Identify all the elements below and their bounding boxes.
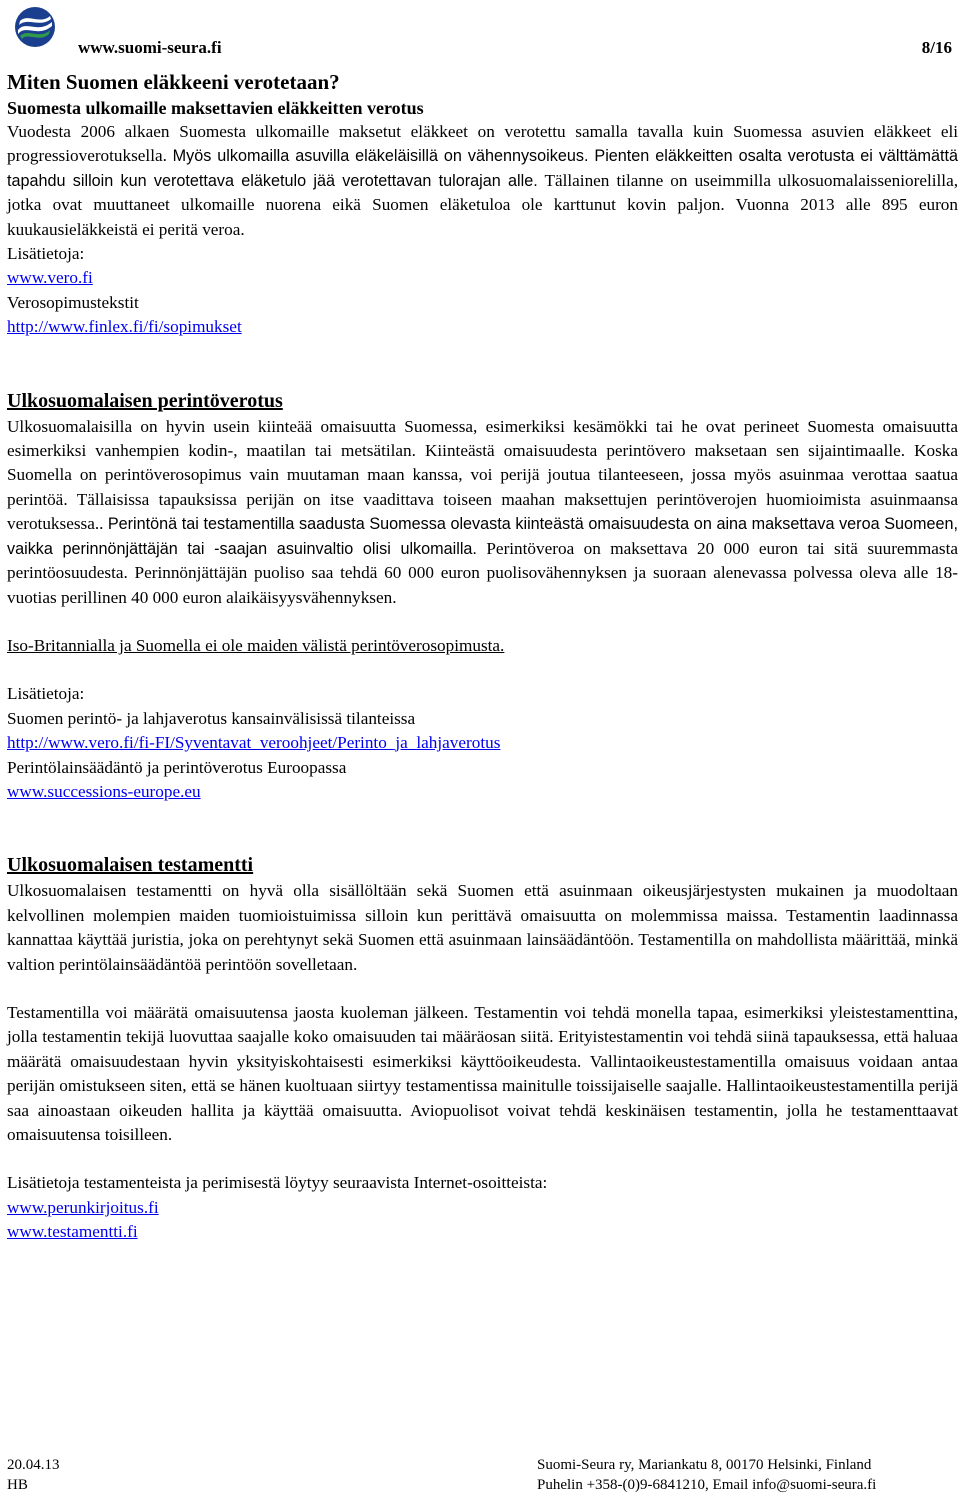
section-heading-pension-tax: Suomesta ulkomaille maksettavien eläkkeitten verotus (7, 98, 424, 118)
footer-date: 20.04.13 (7, 1457, 60, 1473)
pension-tax-text-c: Tällainen tilanne on useimmilla ulkosuomalaisseniorelilla, jotka ovat muuttaneet ulkomaille nuorena eikä Suomen eläketuloa ole karttunut kovin paljon. Vuonna 2013 alle 895 euron kuukausieläkkeistä ei peritä veroa. (7, 170, 958, 239)
link-vero[interactable]: www.vero.fi (7, 268, 93, 288)
link-vero-inheritance[interactable]: http://www.vero.fi/fi-FI/Syventavat_veroohjeet/Perinto_ja_lahjaverotus (7, 733, 501, 753)
link-perunkirjoitus[interactable]: www.perunkirjoitus.fi (7, 1197, 159, 1217)
inheritance-tax-paragraph (7, 415, 958, 610)
footer-contact: Puhelin +358-(0)9-6841210, Email info@suomi-seura.fi (537, 1477, 877, 1493)
will-links-intro: Lisätietoja testamenteista ja perimisestä löytyy seuraavista Internet-osoitteista: (7, 1173, 548, 1193)
pension-tax-text-a: Vuodesta 2006 alkaen Suomesta ulkomaille maksetut eläkkeet on verotettu samalla tavalla kuin Suomessa asuvien eläkkeet eli progressioverotuksella. (7, 122, 958, 166)
inheritance-tax-text-c: Perintöveroa on maksettava 20 000 euron tai sitä suuremmasta perintöosuudesta. Perinnönjättäjän puoliso saa tehdä 60 000 euron puolisovähennyksen ja suoraan alenevassa polvessa oleva alle 18-vuotias perillinen 40 000 euron alaikäisyysvähennyksen. (7, 538, 959, 607)
uk-treaty-note: Iso-Britannialla ja Suomella ei ole maiden välistä perintöverosopimusta. (7, 635, 505, 655)
info-label: Lisätietoja: (7, 244, 85, 264)
tax-treaty-label: Verosopimustekstit (7, 292, 139, 312)
section-heading-inheritance-tax: Ulkosuomalaisen perintöverotus (7, 389, 283, 412)
inheritance-tax-text-b: Perintönä tai testamentilla saadusta Suomessa olevasta kiinteästä omaisuudesta on aina maksettava veroa Suomeen, vaikka perinnönjättäjän tai -saajan asuinvaltio olisi ulkomailla. (7, 515, 958, 558)
info-label-2: Lisätietoja: (7, 684, 85, 704)
pension-tax-text-b: Myös ulkomailla asuvilla eläkeläisillä on vähennysoikeus. Pienten eläkkeitten osalta verotusta ei välttämättä tapahdu silloin kun verotettava eläketulo jää verotettavan tulorajan alle. (7, 147, 959, 190)
main-content (7, 68, 958, 1245)
will-paragraph-1: Ulkosuomalaisen testamentti on hyvä olla sisällöltään sekä Suomen että asuinmaan oikeusjärjestysten mukainen ja muodoltaan kelvollinen molempien maiden tuomioistuimissa silloin kun perittävä omaisuutta on molemmissa maissa. Testamentin laadinnassa kannattaa käyttää juristia, joka on perehtynyt sekä Suomen että asuinmaan lainsäädäntöön. Testamentilla on mahdollista määrittää, minkä valtion perintölainsäädäntöä perintöön sovelletaan. (7, 881, 958, 974)
pension-tax-paragraph (7, 120, 958, 242)
link-finlex[interactable]: http://www.finlex.fi/fi/sopimukset (7, 317, 242, 337)
section-heading-will: Ulkosuomalaisen testamentti (7, 854, 254, 877)
inheritance-tax-text-a: Ulkosuomalaisilla on hyvin usein kiinteää omaisuutta Suomessa, esimerkiksi kesämökki tai he ovat perineet Suomesta omaisuutta esimerkiksi vanhempien kodin-, maatilan tai metsätilan. Kiinteästä omaisuudesta perintövero maksetaan sen sijaintimaalle. Koska Suomella on perintöverosopimus vain muutaman maan kanssa, voi perijä joutua tilanteeseen, jossa myös asuinmaa verottaa saatua perintöä. Tällaisissa tapauksissa perijän on itse vaadittava toiseen maahan maksettujen perintöverojen huomioimista asuinmaansa verotuksessa.. (7, 416, 958, 534)
footer-address: Suomi-Seura ry, Mariankatu 8, 00170 Helsinki, Finland (537, 1457, 872, 1473)
footer-initials: HB (7, 1477, 28, 1493)
page-title: Miten Suomen eläkkeeni verotetaan? (7, 70, 340, 94)
page-number: 8/16 (921, 38, 952, 57)
suomi-seura-logo (14, 6, 56, 48)
link-successions-europe[interactable]: www.successions-europe.eu (7, 781, 201, 801)
site-url: www.suomi-seura.fi (78, 38, 222, 57)
will-paragraph-2: Testamentilla voi määrätä omaisuutensa jaosta kuoleman jälkeen. Testamentin voi tehdä monella tapaa, esimerkiksi yleistestamenttina, jolla testamentin tekijä luovuttaa saajalle koko omaisuuden tai määräosan siitä. Erityistestamentin voi tehdä siinä tapauksessa, että haluaa määrätä omaisuudestaan hyvin yksityiskohtaisesti esimerkiksi käyttöoikeudesta. Vallintaoikeustestamentilla omaisuus voidaan antaa perijän omistukseen siten, että se hänen kuoltuaan siirtyy testamentissa mainitulle toissijaiselle saajalle. Hallintaoikeustestamentilla perijä saa ainoastaan oikeuden hallita ja käyttää omaisuutta. Aviopuolisot voivat tehdä keskinäisen testamentin, jolla he testamenttaavat omaisuutensa toisilleen. (7, 1002, 958, 1144)
ref1-label: Suomen perintö- ja lahjaverotus kansainvälisissä tilanteissa (7, 708, 416, 728)
link-testamentti[interactable]: www.testamentti.fi (7, 1222, 138, 1242)
ref2-label: Perintölainsäädäntö ja perintöverotus Euroopassa (7, 757, 347, 777)
